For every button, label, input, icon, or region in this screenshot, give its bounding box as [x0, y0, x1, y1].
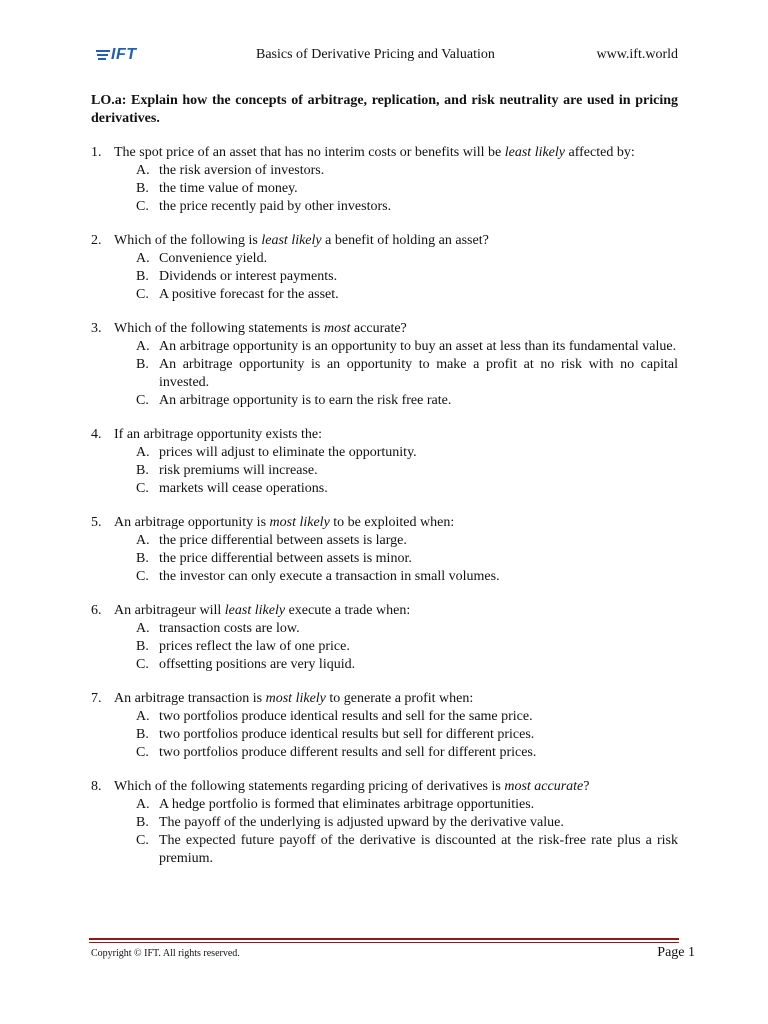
- question-number: 4.: [91, 427, 102, 442]
- question-text-end: execute a trade when:: [285, 603, 411, 618]
- question-stem: [91, 514, 678, 532]
- option-text: The expected future payoff of the derivative is discounted at the risk-free rate plus a risk premium.: [159, 833, 678, 866]
- question-text-end: accurate?: [350, 321, 407, 336]
- option-letter: C.: [136, 481, 149, 496]
- question-stem: [91, 426, 678, 444]
- question-item: [91, 690, 678, 762]
- footer-rule: [89, 938, 679, 940]
- answer-option: [91, 814, 678, 832]
- option-letter: C.: [136, 657, 149, 672]
- option-text: The payoff of the underlying is adjusted upward by the derivative value.: [159, 815, 564, 830]
- question-stem: [91, 602, 678, 620]
- option-letter: A.: [136, 709, 150, 724]
- option-letter: A.: [136, 339, 150, 354]
- answer-option: [91, 568, 678, 586]
- option-letter: A.: [136, 251, 150, 266]
- answer-option: [91, 268, 678, 286]
- option-letter: B.: [136, 181, 149, 196]
- document-title: Basics of Derivative Pricing and Valuation: [256, 47, 495, 62]
- option-letter: A.: [136, 163, 150, 178]
- answer-option: [91, 726, 678, 744]
- question-text: The spot price of an asset that has no interim costs or benefits will be: [114, 145, 505, 160]
- option-text: the price differential between assets is minor.: [159, 551, 412, 566]
- option-text: A positive forecast for the asset.: [159, 287, 339, 302]
- question-text-end: ?: [583, 779, 590, 794]
- answer-option: [91, 180, 678, 198]
- question-text: Which of the following statements regarding pricing of derivatives is: [114, 779, 505, 794]
- option-text: prices reflect the law of one price.: [159, 639, 350, 654]
- question-text-end: to generate a profit when:: [325, 691, 474, 706]
- option-text: the price differential between assets is large.: [159, 533, 407, 548]
- answer-option: [91, 550, 678, 568]
- option-text: the price recently paid by other investors.: [159, 199, 392, 214]
- option-letter: B.: [136, 551, 149, 566]
- option-text: risk premiums will increase.: [159, 463, 318, 478]
- answer-option: [91, 286, 678, 304]
- option-text: the risk aversion of investors.: [159, 163, 325, 178]
- option-letter: B.: [136, 269, 149, 284]
- option-letter: B.: [136, 357, 149, 372]
- option-text: offsetting positions are very liquid.: [159, 657, 356, 672]
- logo-text: IFT: [111, 46, 137, 63]
- question-item: [91, 426, 678, 498]
- question-number: 1.: [91, 145, 102, 160]
- option-letter: A.: [136, 621, 150, 636]
- question-text: An arbitrageur will: [114, 603, 225, 618]
- option-text: An arbitrage opportunity is an opportunity to make a profit at no risk with no capital invested.: [159, 357, 678, 390]
- question-item: [91, 232, 678, 304]
- answer-option: [91, 708, 678, 726]
- question-text-end: to be exploited when:: [329, 515, 455, 530]
- option-text: An arbitrage opportunity is to earn the risk free rate.: [159, 393, 452, 408]
- question-emphasis: most likely: [269, 515, 330, 530]
- question-number: 5.: [91, 515, 102, 530]
- option-letter: C.: [136, 569, 149, 584]
- ift-logo: [96, 46, 137, 64]
- answer-option: [91, 444, 678, 462]
- answer-option: [91, 532, 678, 550]
- option-letter: C.: [136, 745, 149, 760]
- answer-option: [91, 462, 678, 480]
- question-text: Which of the following statements is: [114, 321, 324, 336]
- option-text: Dividends or interest payments.: [159, 269, 338, 284]
- page-header: [96, 46, 678, 66]
- option-letter: A.: [136, 533, 150, 548]
- option-letter: C.: [136, 393, 149, 408]
- option-letter: C.: [136, 199, 149, 214]
- option-text: prices will adjust to eliminate the opportunity.: [159, 445, 417, 460]
- option-text: the time value of money.: [159, 181, 298, 196]
- answer-option: [91, 480, 678, 498]
- answer-option: [91, 620, 678, 638]
- page-content: [91, 92, 678, 884]
- question-text: An arbitrage transaction is: [114, 691, 266, 706]
- option-letter: B.: [136, 463, 149, 478]
- option-letter: B.: [136, 639, 149, 654]
- question-emphasis: most likely: [265, 691, 326, 706]
- page-number: Page 1: [657, 945, 695, 960]
- question-emphasis: least likely: [261, 233, 322, 248]
- option-text: two portfolios produce identical results but sell for different prices.: [159, 727, 535, 742]
- question-item: [91, 778, 678, 868]
- question-text: If an arbitrage opportunity exists the:: [114, 427, 322, 442]
- answer-option: [91, 198, 678, 216]
- option-letter: A.: [136, 797, 150, 812]
- question-text-end: a benefit of holding an asset?: [321, 233, 489, 248]
- answer-option: [91, 744, 678, 762]
- question-emphasis: least likely: [504, 145, 566, 160]
- question-stem: [91, 144, 678, 162]
- question-emphasis: most: [323, 321, 351, 336]
- question-item: [91, 602, 678, 674]
- question-text: Which of the following is: [114, 233, 262, 248]
- website-url: www.ift.world: [596, 47, 678, 62]
- question-text: An arbitrage opportunity is: [114, 515, 270, 530]
- learning-objective-heading: LO.a: Explain how the concepts of arbitrage, replication, and risk neutrality are used in pricing derivatives.: [91, 93, 678, 126]
- question-number: 2.: [91, 233, 102, 248]
- option-text: An arbitrage opportunity is an opportunity to buy an asset at less than its fundamental value.: [159, 339, 677, 354]
- footer-rule-thin: [89, 942, 679, 943]
- option-letter: C.: [136, 833, 149, 848]
- answer-option: [91, 356, 678, 392]
- option-text: two portfolios produce identical results and sell for the same price.: [159, 709, 533, 724]
- option-text: transaction costs are low.: [159, 621, 300, 636]
- question-item: [91, 320, 678, 410]
- question-emphasis: least likely: [224, 603, 286, 618]
- question-stem: [91, 232, 678, 250]
- answer-option: [91, 832, 678, 868]
- option-text: the investor can only execute a transaction in small volumes.: [159, 569, 500, 584]
- option-text: Convenience yield.: [159, 251, 268, 266]
- question-stem: [91, 778, 678, 796]
- option-letter: B.: [136, 727, 149, 742]
- logo-bars-icon: [96, 48, 110, 62]
- option-letter: C.: [136, 287, 149, 302]
- question-number: 7.: [91, 691, 102, 706]
- question-stem: [91, 690, 678, 708]
- option-text: two portfolios produce different results and sell for different prices.: [159, 745, 537, 760]
- answer-option: [91, 392, 678, 410]
- question-number: 8.: [91, 779, 102, 794]
- option-text: A hedge portfolio is formed that eliminates arbitrage opportunities.: [159, 797, 535, 812]
- question-emphasis: most accurate: [504, 779, 584, 794]
- copyright-notice: Copyright © IFT. All rights reserved.: [91, 948, 240, 959]
- option-letter: B.: [136, 815, 149, 830]
- question-number: 6.: [91, 603, 102, 618]
- question-item: [91, 144, 678, 216]
- answer-option: [91, 656, 678, 674]
- option-text: markets will cease operations.: [159, 481, 328, 496]
- question-number: 3.: [91, 321, 102, 336]
- question-list: [91, 144, 678, 868]
- answer-option: [91, 796, 678, 814]
- option-letter: A.: [136, 445, 150, 460]
- answer-option: [91, 162, 678, 180]
- question-stem: [91, 320, 678, 338]
- question-item: [91, 514, 678, 586]
- answer-option: [91, 250, 678, 268]
- answer-option: [91, 338, 678, 356]
- question-text-end: affected by:: [565, 145, 635, 160]
- answer-option: [91, 638, 678, 656]
